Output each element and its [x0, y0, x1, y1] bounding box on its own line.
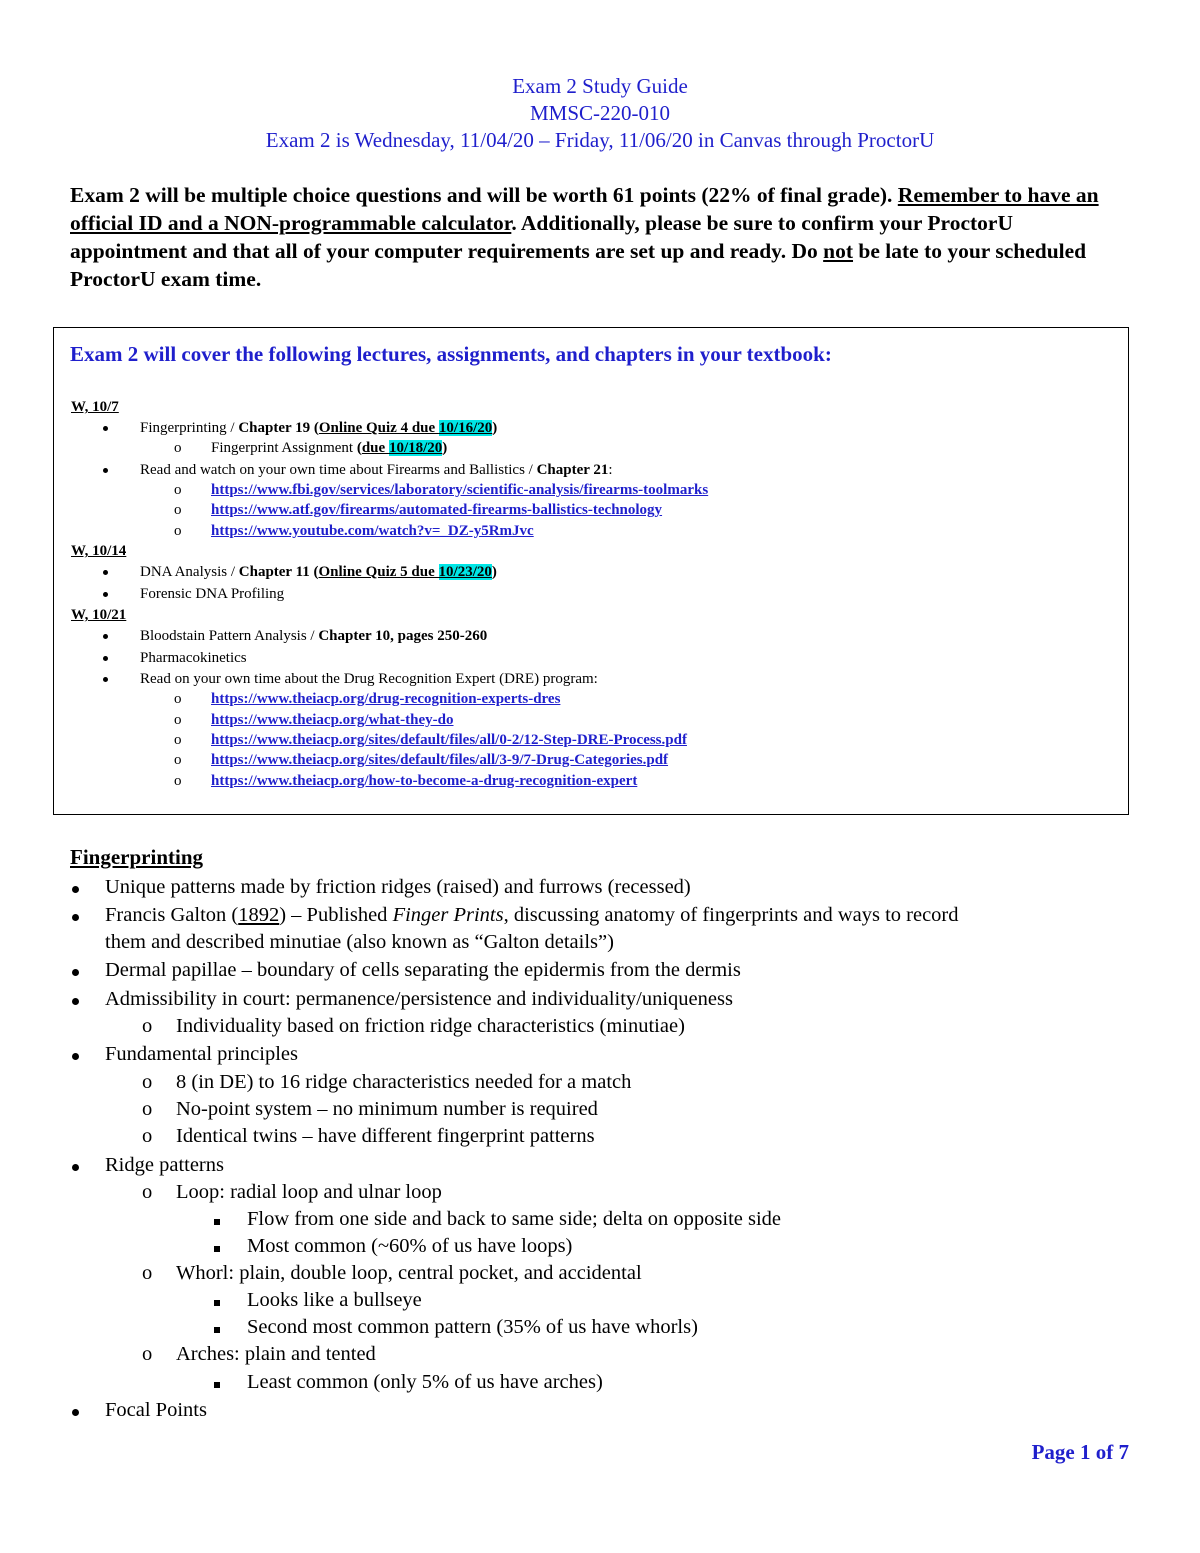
fp-bullet-4: Admissibility in court: permanence/persistence and individuality/uniqueness: [105, 988, 733, 1010]
intro-paragraph: [70, 181, 1130, 293]
intro-text-3: be late to your scheduled ProctorU exam time.: [70, 239, 1087, 291]
week-date-10-7: W, 10/7: [71, 399, 119, 415]
bullet-icon: [72, 986, 79, 1013]
bullet-icon: [72, 1152, 79, 1179]
circle-bullet-icon: o: [142, 1262, 153, 1284]
fp-arches: Arches: plain and tented: [176, 1343, 376, 1365]
fp-whorl-2: Second most common pattern (35% of us have whorls): [247, 1316, 698, 1338]
circle-bullet-icon: o: [174, 752, 182, 768]
list-item-fingerprinting: Fingerprinting / Chapter 19 (Online Quiz 4 due 10/16/20): [140, 420, 498, 436]
bullet-icon: [72, 1397, 79, 1424]
link-iacp-become-dre[interactable]: https://www.theiacp.org/how-to-become-a-drug-recognition-expert: [211, 773, 638, 789]
course-code: MMSC-220-010: [529, 101, 671, 125]
fp-bullet-2-line2: them and described minutiae (also known as “Galton details”): [105, 931, 614, 953]
circle-bullet-icon: o: [142, 1071, 153, 1093]
fp-whorl: Whorl: plain, double loop, central pocket, and accidental: [176, 1262, 642, 1284]
fp-whorl-1: Looks like a bullseye: [247, 1289, 422, 1311]
circle-bullet-icon: o: [174, 691, 182, 707]
circle-bullet-icon: o: [142, 1098, 153, 1120]
intro-text-2: . Additionally, please be sure to confirm your ProctorU appointment and that all of your computer requirements are set up and ready. Do: [70, 211, 1013, 263]
circle-bullet-icon: o: [174, 773, 182, 789]
list-item-fingerprint-assignment: Fingerprint Assignment (due 10/18/20): [211, 440, 448, 456]
circle-bullet-icon: o: [142, 1181, 153, 1203]
list-item-dre: Read on your own time about the Drug Recognition Expert (DRE) program:: [140, 671, 598, 687]
exam-dates: Exam 2 is Wednesday, 11/04/20 – Friday, 11/06/20 in Canvas through ProctorU: [265, 128, 935, 152]
link-iacp-dres[interactable]: https://www.theiacp.org/drug-recognition-experts-dres: [211, 691, 561, 707]
fp-bullet-5-sub2: No-point system – no minimum number is required: [176, 1098, 598, 1120]
fp-bullet-1: Unique patterns made by friction ridges (raised) and furrows (recessed): [105, 876, 691, 898]
fp-bullet-2: Francis Galton (1892) – Published Finger Prints, discussing anatomy of fingerprints and ways to record: [105, 904, 959, 926]
bullet-icon: [103, 648, 108, 668]
intro-not: not: [823, 239, 854, 263]
list-item-dna-analysis: DNA Analysis / Chapter 11 (Online Quiz 5 due 10/23/20): [140, 564, 497, 580]
bullet-icon: [72, 1041, 79, 1068]
intro-reminder: Remember to have an official ID and a NON-programmable calculator: [70, 183, 1099, 235]
circle-bullet-icon: o: [174, 440, 182, 456]
bullet-icon: [103, 460, 108, 480]
bullet-icon: [103, 562, 108, 582]
bullet-icon: [72, 957, 79, 984]
circle-bullet-icon: o: [142, 1125, 153, 1147]
circle-bullet-icon: o: [174, 712, 182, 728]
circle-bullet-icon: o: [174, 482, 182, 498]
link-youtube[interactable]: https://www.youtube.com/watch?v=_DZ-y5RmJvc: [211, 523, 534, 539]
list-item-firearms: Read and watch on your own time about Firearms and Ballistics / Chapter 21:: [140, 462, 613, 478]
doc-title: Exam 2 Study Guide: [512, 74, 688, 98]
fp-bullet-6: Ridge patterns: [105, 1154, 224, 1176]
link-atf-ballistics[interactable]: https://www.atf.gov/firearms/automated-firearms-ballistics-technology: [211, 502, 663, 518]
circle-bullet-icon: o: [174, 523, 182, 539]
fp-bullet-3: Dermal papillae – boundary of cells separating the epidermis from the dermis: [105, 959, 741, 981]
week-date-10-21: W, 10/21: [71, 607, 127, 623]
circle-bullet-icon: o: [142, 1343, 153, 1365]
link-iacp-what-they-do[interactable]: https://www.theiacp.org/what-they-do: [211, 712, 454, 728]
fp-bullet-4-sub1: Individuality based on friction ridge characteristics (minutiae): [176, 1015, 685, 1037]
fp-loop-1: Flow from one side and back to same side; delta on opposite side: [247, 1208, 782, 1230]
bullet-icon: [103, 584, 108, 604]
link-iacp-12-step[interactable]: https://www.theiacp.org/sites/default/files/all/0-2/12-Step-DRE-Process.pdf: [211, 732, 687, 748]
link-iacp-7-drug[interactable]: https://www.theiacp.org/sites/default/files/all/3-9/7-Drug-Categories.pdf: [211, 752, 669, 768]
bullet-icon: [103, 418, 108, 438]
list-item-dna-profiling: Forensic DNA Profiling: [140, 586, 285, 602]
bullet-icon: [103, 669, 108, 689]
circle-bullet-icon: o: [142, 1015, 153, 1037]
square-bullet-icon: [214, 1314, 220, 1341]
square-bullet-icon: [214, 1206, 220, 1233]
link-fbi-firearms[interactable]: https://www.fbi.gov/services/laboratory/scientific-analysis/firearms-toolmarks: [211, 482, 709, 498]
bullet-icon: [72, 902, 79, 929]
list-item-bloodstain: Bloodstain Pattern Analysis / Chapter 10, pages 250-260: [140, 628, 488, 644]
bullet-icon: [72, 874, 79, 901]
fp-loop-2: Most common (~60% of us have loops): [247, 1235, 573, 1257]
circle-bullet-icon: o: [174, 502, 182, 518]
fp-arches-1: Least common (only 5% of us have arches): [247, 1371, 603, 1393]
fp-loop: Loop: radial loop and ulnar loop: [176, 1181, 442, 1203]
week-date-10-14: W, 10/14: [71, 543, 127, 559]
square-bullet-icon: [214, 1233, 220, 1260]
list-item-pharmacokinetics: Pharmacokinetics: [140, 650, 247, 666]
page-number: Page 1 of 7: [1031, 1440, 1129, 1464]
square-bullet-icon: [214, 1287, 220, 1314]
fp-bullet-7: Focal Points: [105, 1399, 207, 1421]
coverage-title: Exam 2 will cover the following lectures, assignments, and chapters in your textbook:: [70, 342, 832, 366]
bullet-icon: [103, 626, 108, 646]
square-bullet-icon: [214, 1369, 220, 1396]
intro-text-1: Exam 2 will be multiple choice questions and will be worth 61 points (22% of final grade).: [70, 183, 898, 207]
fp-bullet-5-sub3: Identical twins – have different fingerprint patterns: [176, 1125, 595, 1147]
section-heading-fingerprinting: Fingerprinting: [70, 845, 204, 869]
circle-bullet-icon: o: [174, 732, 182, 748]
fp-bullet-5: Fundamental principles: [105, 1043, 298, 1065]
coverage-box: [53, 327, 1129, 815]
fp-bullet-5-sub1: 8 (in DE) to 16 ridge characteristics needed for a match: [176, 1071, 632, 1093]
